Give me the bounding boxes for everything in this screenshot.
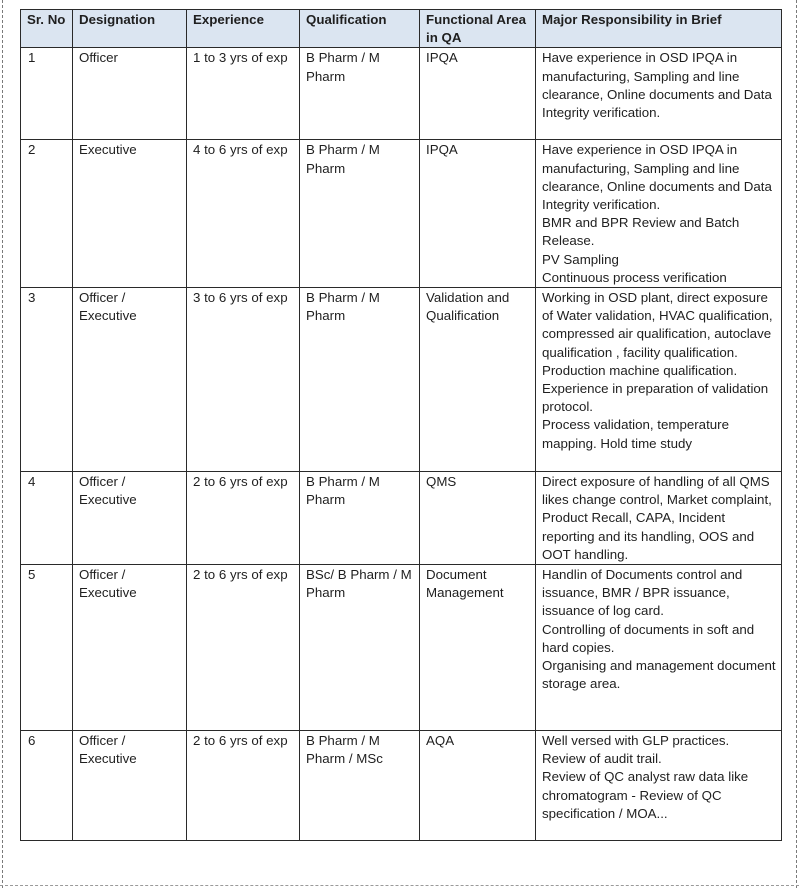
responsibility-line: Well versed with GLP practices. bbox=[542, 733, 730, 749]
header-qualification: Qualification bbox=[300, 10, 420, 48]
cell-responsibility bbox=[536, 288, 782, 472]
cell-sr-no: 3 bbox=[21, 288, 73, 472]
table-row bbox=[21, 731, 782, 841]
table-row bbox=[21, 288, 782, 472]
cell-responsibility bbox=[536, 731, 782, 841]
responsibility-line: Organising and management document storage area. bbox=[542, 658, 776, 692]
cell-responsibility bbox=[536, 565, 782, 731]
cell-functional-area: AQA bbox=[420, 731, 536, 841]
responsibility-line: BMR and BPR Review and Batch Release. bbox=[542, 215, 740, 249]
cell-experience: 3 to 6 yrs of exp bbox=[187, 288, 300, 472]
responsibility-line: Process validation, temperature mapping. Hold time study bbox=[542, 417, 729, 451]
cell-designation: Executive bbox=[73, 140, 187, 288]
cell-functional-area: IPQA bbox=[420, 48, 536, 140]
header-designation: Designation bbox=[73, 10, 187, 48]
cell-qualification: B Pharm / M Pharm bbox=[300, 288, 420, 472]
qa-positions-table bbox=[20, 9, 782, 841]
cell-sr-no: 2 bbox=[21, 140, 73, 288]
table-row bbox=[21, 48, 782, 140]
responsibility-line: Handlin of Documents control and issuance, BMR / BPR issuance, issuance of log card. bbox=[542, 567, 743, 619]
responsibility-line: PV Sampling bbox=[542, 251, 619, 267]
cell-sr-no: 4 bbox=[21, 472, 73, 565]
cell-qualification: B Pharm / M Pharm / MSc bbox=[300, 731, 420, 841]
responsibility-line: Direct exposure of handling of all QMS likes change control, Market complaint, Product Recall, CAPA, Incident reporting and its handling, OOS and OOT handling. bbox=[542, 474, 772, 562]
cell-experience: 2 to 6 yrs of exp bbox=[187, 731, 300, 841]
cell-sr-no: 6 bbox=[21, 731, 73, 841]
responsibility-line: Review of QC analyst raw data like chromatogram - Review of QC specification / MOA... bbox=[542, 769, 749, 821]
header-sr-no: Sr. No bbox=[21, 10, 73, 48]
responsibility-line: Working in OSD plant, direct exposure of Water validation, HVAC qualification, compressed air qualification, autoclave qualification , facility qualification. bbox=[542, 290, 773, 360]
page-border-bottom bbox=[0, 885, 799, 886]
cell-qualification: B Pharm / M Pharm bbox=[300, 472, 420, 565]
responsibility-line: Have experience in OSD IPQA in manufacturing, Sampling and line clearance, Online documents and Data Integrity verification. bbox=[542, 50, 772, 121]
table-row bbox=[21, 565, 782, 731]
cell-functional-area: Validation and Qualification bbox=[420, 288, 536, 472]
cell-experience: 4 to 6 yrs of exp bbox=[187, 140, 300, 288]
header-experience: Experience bbox=[187, 10, 300, 48]
cell-functional-area: QMS bbox=[420, 472, 536, 565]
cell-sr-no: 5 bbox=[21, 565, 73, 731]
cell-designation: Officer / Executive bbox=[73, 565, 187, 731]
cell-designation: Officer / Executive bbox=[73, 472, 187, 565]
table-row bbox=[21, 472, 782, 565]
responsibility-line: Experience in preparation of validation protocol. bbox=[542, 381, 769, 415]
cell-functional-area: Document Management bbox=[420, 565, 536, 731]
cell-designation: Officer / Executive bbox=[73, 288, 187, 472]
cell-designation: Officer bbox=[73, 48, 187, 140]
header-row bbox=[21, 10, 782, 48]
cell-responsibility bbox=[536, 472, 782, 565]
responsibility-line: Continuous process verification bbox=[542, 269, 727, 285]
page-border-left bbox=[2, 0, 3, 888]
cell-designation: Officer / Executive bbox=[73, 731, 187, 841]
responsibility-line: Have experience in OSD IPQA in manufacturing, Sampling and line clearance, Online documents and Data Integrity verification. bbox=[542, 142, 772, 213]
cell-responsibility bbox=[536, 140, 782, 288]
header-responsibility: Major Responsibility in Brief bbox=[536, 10, 782, 48]
responsibility-line: Controlling of documents in soft and hard copies. bbox=[542, 621, 755, 655]
responsibility-line: Production machine qualification. bbox=[542, 362, 738, 378]
responsibility-line: Review of audit trail. bbox=[542, 751, 662, 767]
cell-sr-no: 1 bbox=[21, 48, 73, 140]
page-border-right bbox=[796, 0, 797, 888]
cell-experience: 2 to 6 yrs of exp bbox=[187, 565, 300, 731]
header-functional-area: Functional Area in QA bbox=[420, 10, 536, 48]
cell-qualification: B Pharm / M Pharm bbox=[300, 48, 420, 140]
cell-qualification: BSc/ B Pharm / M Pharm bbox=[300, 565, 420, 731]
cell-functional-area: IPQA bbox=[420, 140, 536, 288]
table-row bbox=[21, 140, 782, 288]
cell-experience: 1 to 3 yrs of exp bbox=[187, 48, 300, 140]
cell-experience: 2 to 6 yrs of exp bbox=[187, 472, 300, 565]
cell-qualification: B Pharm / M Pharm bbox=[300, 140, 420, 288]
cell-responsibility bbox=[536, 48, 782, 140]
